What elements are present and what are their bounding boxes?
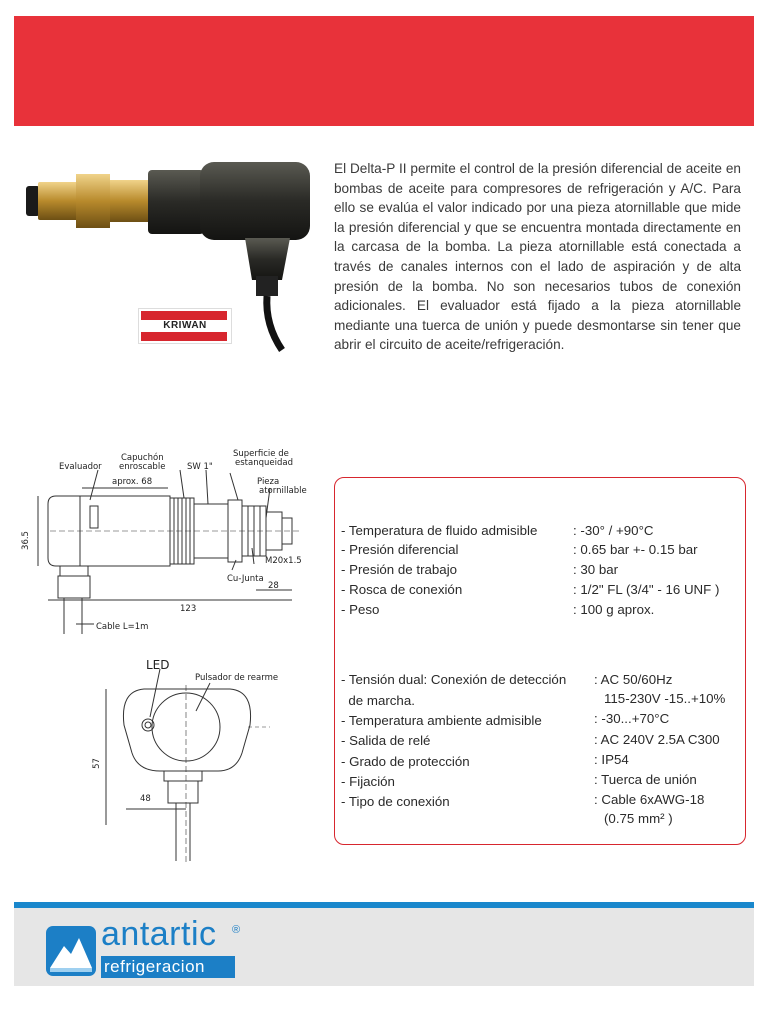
brand-subtitle: refrigeracion bbox=[101, 956, 235, 978]
spec-value: : -30...+70°C bbox=[594, 711, 670, 726]
spec-label: - Peso bbox=[341, 602, 380, 617]
label-m20: M20x1.5 bbox=[265, 556, 302, 566]
spec-value: : AC 240V 2.5A C300 bbox=[594, 732, 720, 747]
antartic-logo-icon bbox=[46, 926, 96, 976]
spec-value: : IP54 bbox=[594, 752, 629, 767]
spec-label: - Tipo de conexión bbox=[341, 794, 450, 809]
label-capuchon: Capuchón bbox=[121, 453, 164, 463]
spec-value: : Tuerca de unión bbox=[594, 772, 697, 787]
label-cu-junta: Cu-Junta bbox=[227, 574, 264, 584]
label-pulsador: Pulsador de rearme bbox=[195, 673, 279, 683]
spec-label: - Grado de protección bbox=[341, 754, 470, 769]
spec-value: : AC 50/60Hz bbox=[594, 672, 673, 687]
label-superficie: Superficie de bbox=[233, 449, 289, 459]
spec-value: : 30 bar bbox=[573, 562, 619, 577]
header-banner bbox=[14, 16, 754, 126]
side-view-drawing bbox=[20, 440, 320, 640]
label-123: 123 bbox=[180, 604, 197, 614]
spec-value: 115-230V -15..+10% bbox=[604, 691, 726, 706]
label-57: 57 bbox=[91, 758, 102, 769]
label-enroscable: enroscable bbox=[119, 462, 166, 472]
front-view-drawing bbox=[80, 655, 300, 870]
label-led: LED bbox=[146, 658, 170, 672]
spec-value: : 100 g aprox. bbox=[573, 602, 655, 617]
label-atornillable: atornillable bbox=[259, 486, 307, 496]
label-evaluador: Evaluador bbox=[59, 462, 102, 472]
intro-paragraph: El Delta-P II permite el control de la presión diferencial de aceite en bombas de aceite para compresores de refrigeración y A/C. Para ello se evalúa el valor indicado por una pieza atornillable que mide la presión diferencial y que se encuentra montada directamente en la carcasa de la bomba. La pieza atornillable está conectada a través de canales internos con el lado de aspiración y de alta presión de la bomba. No son necesarios tubos de conexión adicionales. El evaluador está fijado a la pieza atornillable mediante una tuerca de unión y puede desmontarse sin tener que abrir el circuito de aceite/refrigeración. bbox=[334, 161, 741, 353]
kriwan-logo: KRIWAN bbox=[138, 308, 232, 344]
label-aprox-68: aprox. 68 bbox=[112, 477, 153, 487]
label-sw: SW 1" bbox=[187, 462, 213, 472]
brand-name: antartic bbox=[101, 915, 217, 953]
spec-label: - Temperatura de fluido admisible bbox=[341, 523, 538, 538]
label-estanqueidad: estanqueidad bbox=[235, 458, 293, 468]
brand-registered: ® bbox=[232, 924, 241, 936]
spec-label: - Temperatura ambiente admisible bbox=[341, 713, 542, 728]
label-pieza: Pieza bbox=[257, 477, 280, 487]
spec-value: : Cable 6xAWG-18 bbox=[594, 792, 705, 807]
spec-label: de marcha. bbox=[341, 693, 415, 708]
label-28: 28 bbox=[268, 581, 279, 591]
spec-label: - Salida de relé bbox=[341, 733, 431, 748]
spec-label: - Rosca de conexión bbox=[341, 582, 463, 597]
spec-value: (0.75 mm² ) bbox=[604, 811, 673, 826]
label-48: 48 bbox=[140, 794, 151, 804]
label-36-5: 36.5 bbox=[20, 531, 31, 550]
spec-label: - Tensión dual: Conexión de detección bbox=[341, 672, 567, 687]
spec-label: - Presión diferencial bbox=[341, 542, 459, 557]
label-cable: Cable L=1m bbox=[96, 622, 149, 632]
spec-value: : 1/2" FL (3/4" - 16 UNF ) bbox=[573, 582, 720, 597]
spec-label: - Fijación bbox=[341, 774, 395, 789]
spec-value: : 0.65 bar +- 0.15 bar bbox=[573, 542, 698, 557]
spec-label: - Presión de trabajo bbox=[341, 562, 458, 577]
spec-value: : -30° / +90°C bbox=[573, 523, 654, 538]
